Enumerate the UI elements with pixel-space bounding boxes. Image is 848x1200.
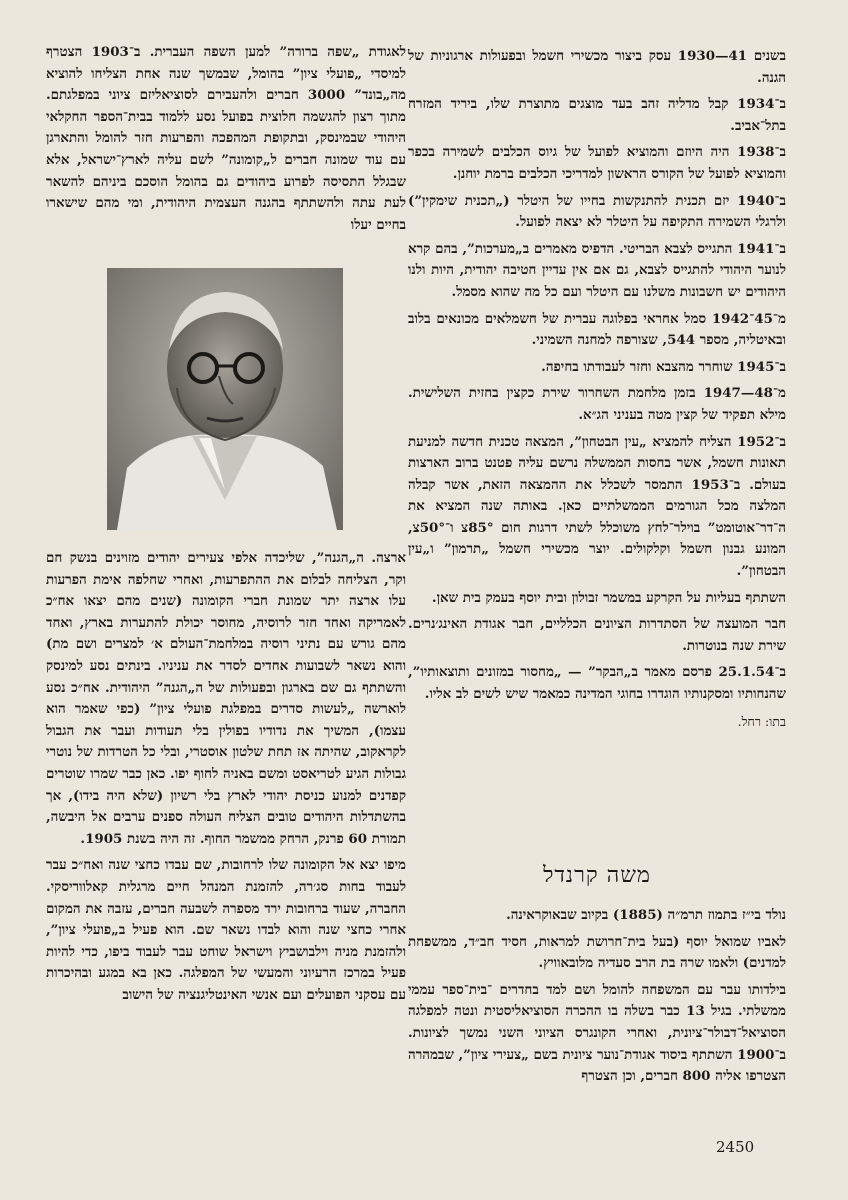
paragraph: ב־1945 שוחרר מהצבא וחזר לעבודתו בחיפה. bbox=[541, 358, 786, 375]
paragraph: נולד בי״ז בתמוז תרמ״ה (1885) בקיוב שבאוקראינה. bbox=[506, 907, 786, 923]
portrait-photo bbox=[107, 268, 343, 530]
paragraph: מיפו יצא אל הקומונה שלו לרחובות, שם עבדו כחצי שנה ואח״כ עבר לעבוד בחות סג׳רה, להזמנת המנהל חיים מרגלית קאלווריסקי. החברה, שעוד ברחובות ירד מספרה לשבעה חברים, עזבה את המקום אחרי כחצי שנה והוא לבדו נשאר שם. הוא פעיל ב„פועלי ציון”, ולהזמנת מניה וילבושביץ וישראל שוחט עבר לעבוד ביפו, כדי להיות פעיל במרכז הרעיוני והמעשי של המפלגה. כאן בא במגע ובהיכרות עם עסקני הפועלים ועם אנשי האינטליגנציה של הישוב bbox=[46, 857, 406, 1003]
paragraph: ב־1940 יזם תכנית להתנקשות בחייו של היטלר („תכנית שימקין”) ולרגלי השמירה התקיפה על היטלר לא יצאה לפועל. bbox=[408, 192, 786, 231]
paragraph: מ־48—1947 בזמן מלחמת השחרור שירת כקצין בחזית השלישית. מילא תפקיד של קצין מטה בעניני הג״א. bbox=[408, 385, 786, 423]
left-column-top bbox=[46, 42, 406, 241]
paragraph: בילדותו עבר עם המשפחה להומל ושם למד בחדרים ־בית־ספר עממי ממשלתי. בגיל 13 כבר בשלה בו ההכרה הסוציאליסטית ונטה למפלגה הסוציאל־דבולר־ציונית, ואחרי הקונגרס הציוני השני נמשך לציונות. ב־1900 השתתף ביסוד אגודת־נוער ציונית בשם „צעירי ציון”, שבמהרה הצטרפו אליה 800 חברים, וכן הצטרף bbox=[408, 981, 786, 1085]
article-heading: משה קרנדל bbox=[543, 863, 651, 888]
paragraph: לאביו שמואל יוסף (בעל בית־חרושת למראות, חסיד חב״ד, ממשפחת למדנים) ולאמו שרה בת הרב סעדיה מלובאוויץ. bbox=[408, 933, 786, 972]
paragraph: ב־1938 היה היוזם והמוציא לפועל של גיוס הכלבים לשמירה בכפר והמוציא לפועל של הקורס הראשון למדריכי הכלבים ברמת יוחנן. bbox=[408, 144, 786, 182]
author-credit: בתו: רחל. bbox=[737, 713, 786, 729]
paragraph: מ־45־1942 סמל אחראי בפלוגה עברית של חשמלאים מכונאים בלוב ובאיטליה, מספר 544, שצורפה למחנה השמיני. bbox=[408, 310, 786, 349]
paragraph: ארצה. ה„הגנה”, שליכדה אלפי צעירים יהודים מזוינים בנשק חם וקר, הצליחה לבלום את ההתפרעות, ואחרי שחלפה אימת הפרעות עלו ארצה יתר שמונת חברי הקומונה (שנים מהם יצאו אח״כ לאמריקה ואחד חזר לרוסיה, מחוסר יכולת להתערות בארץ, ואחד מהם גורש עם נתיני רוסיה במלחמת־העולם א׳ למצרים ושם מת) והוא נשאר לשבועות אחדים לסדר את עניניו. בינתים נסע למינסק והשתתף גם שם בארגון ובפעולות של ה„הגנה” היהודית. אח״כ נסע לוארשה „לעשות סדרים במפלגת פועלי ציון” (כפי שאמר הוא עצמו), המשיך את נדודיו בפולין בלי תעודות ועבר את הגבול לקראקוב, שהיתה אז תחת שלטון אוסטרי, ובלי כל הטרדות של נוטרי גבולות הגיע לטריאסט ומשם באניה לחוף יפו. כאן כבר שמרו שוטרים קפדנים למנוע כניסת יהודי לארץ בלי רשיון (שלא היה בידו), אך בהשתדלות היהודים טובים הצליח העולה ספנים ערבים אל היבשה, תמורת 60 פרנק, הרחק ממשמר החוף. זה היה בשנת 1905. bbox=[46, 550, 406, 847]
right-column-bottom bbox=[408, 905, 786, 1093]
left-column-bottom bbox=[46, 548, 406, 1011]
paragraph: לאגודת „שפה ברורה” למען השפה העברית. ב־1903 הצטרף למיסדי „פועלי ציון” בהומל, שבמשך שנה אחת הצליחו להוציא מה„בונד” 3000 חברים ולהעבירם לסוציאליזם ציוני במפלגתם. מתוך רצון להגשמה חלוצית בפועל נסע ללמוד בבית־הספר החקלאי היהודי שבמינסק, ובתקופת המהפכה והפרעות חזר להומל והתארגן עם עוד שמונה חברים ל„קומונה” לשם עליה לארץ־ישראל, אלא שבגלל התסיסה לפרוע ביהודים גם בהומל הוסכם ביניהם להשאר לעת עתה ולהשתתף בהגנה העצמית היהודית, ומי מהם שישארו בחיים יעלו bbox=[46, 44, 406, 233]
paragraph: ב־1934 קבל מדליה זהב בעד מוצגים מתוצרת שלו, ביריד המזרח בתל־אביב. bbox=[408, 96, 786, 134]
page-number: 2450 bbox=[716, 1138, 755, 1156]
paragraph: בשנים 41—1930 עסק ביצור מכשירי חשמל ובפעולות ארגוניות של הגנה. bbox=[408, 48, 786, 86]
paragraph: ב־1952 הצליח להמציא „עין הבטחון”, המצאה טכנית חדשה למניעת תאונות חשמל, אשר בחסות הממשלה נרשם עליה פטנט ברוב הארצות בעולם. ב־1953 התמסר לשכלל את ההמצאה הזאת, אשר קבלה המלצה מכל הגורמים הממשלתיים כאן. באותה שנה המציא את ה־דר־אוטומט” בוילר־לחץ משוכלל לשתי דרגות חום 85°צ ו־50°צ, המונע גבנון חשמל וקלקולים. יוצר מכשירי חשמל „תרמון” ו„עין הבטחון”. bbox=[408, 433, 786, 580]
paragraph: ב־1941 התגייס לצבא הבריטי. הדפיס מאמרים ב„מערכות”, בהם קרא לנוער היהודי להתגייס לצבא, גם אם אין עדיין חטיבה יהודית, היות ולנו היהודים יש חשבונות משלנו עם היטלר ועם כל מה שהוא מסמל. bbox=[408, 240, 786, 300]
paragraph: ב־25.1.54 פרסם מאמר ב„הבקר” — „מחסור במזונים ותוצאותיו”, שהנחותיו ומסקנותיו הוגדרו בחוגי המדינה כמאמר שיש לשים לב אליו. bbox=[408, 664, 786, 703]
right-column-top bbox=[408, 46, 786, 732]
paragraph: חבר המועצה של הסתדרות הציונים הכלליים, חבר אגודת האינג׳נרים. שירת שנה בנוטרות. bbox=[408, 616, 786, 654]
paragraph: השתתף בעליות על הקרקע במשמר זבולון ובית יוסף בעמק בית שאן. bbox=[431, 589, 786, 606]
